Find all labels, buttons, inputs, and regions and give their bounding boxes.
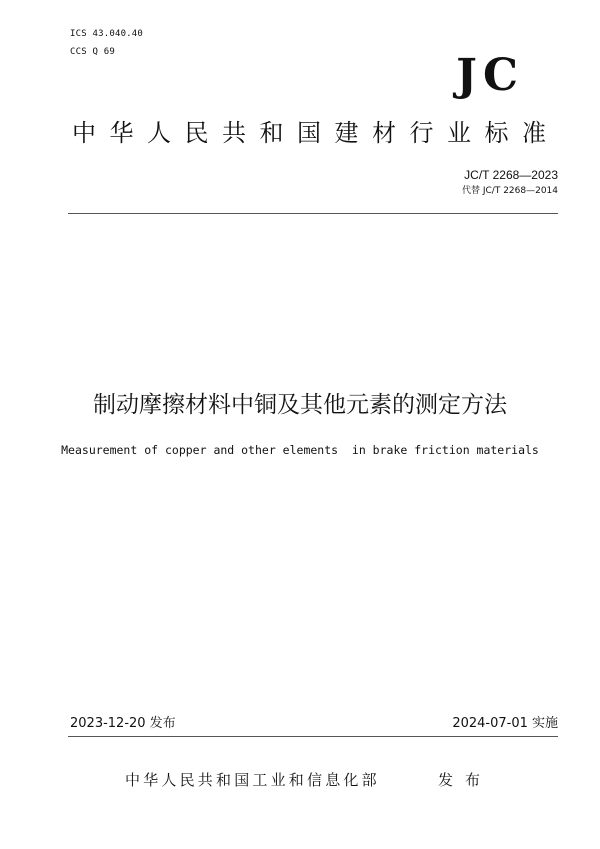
document-title-zh: 制动摩擦材料中铜及其他元素的测定方法 bbox=[93, 392, 507, 418]
industry-standard-heading: 中华人民共和国建材行业标准 bbox=[72, 119, 560, 147]
issue-date: 2023-12-20 发布 bbox=[70, 716, 176, 731]
publish-label: 发布 bbox=[438, 771, 493, 789]
document-title-en: Measurement of copper and other elements in brake friction materials bbox=[61, 443, 539, 457]
ics-code: ICS 43.040.40 bbox=[70, 29, 144, 39]
standard-number: JC/T 2268—2023 bbox=[464, 168, 558, 182]
publisher-name: 中华人民共和国工业和信息化部 bbox=[125, 771, 380, 789]
ccs-code: CCS Q 69 bbox=[70, 47, 115, 57]
top-divider bbox=[68, 213, 558, 214]
bottom-divider bbox=[68, 736, 558, 737]
jc-logo: JC bbox=[456, 50, 524, 101]
implementation-date: 2024-07-01 实施 bbox=[452, 716, 558, 731]
replaces-standard: 代替 JC/T 2268—2014 bbox=[462, 186, 558, 196]
